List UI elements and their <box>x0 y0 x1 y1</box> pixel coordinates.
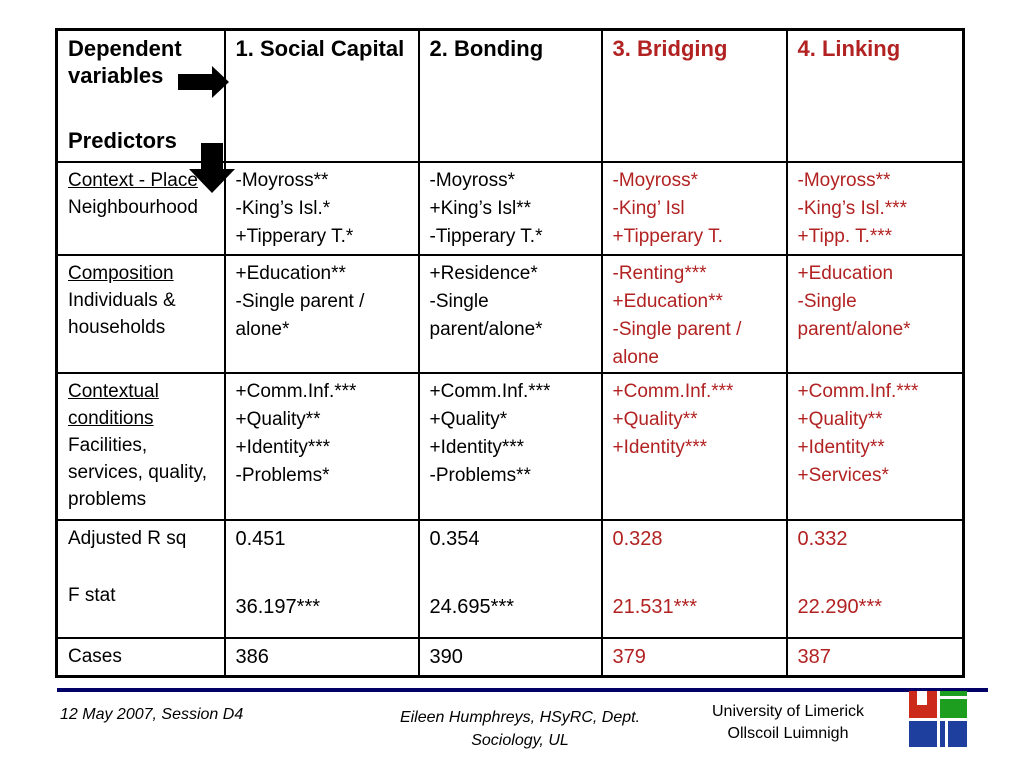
logo-blue-square <box>909 721 937 748</box>
row-label-line: Facilities, services, quality, problems <box>68 434 208 510</box>
cell-r5-c2 <box>419 638 602 677</box>
cell-r3-c4 <box>787 373 964 520</box>
cell-line: +Tipperary T.* <box>235 225 354 247</box>
footer-author-line1: Eileen Humphreys, HSyRC, Dept. <box>399 709 641 726</box>
cell-line: -Single parent / alone <box>612 318 742 368</box>
footer-university-text <box>693 701 883 745</box>
cell-line: 36.197*** <box>235 595 321 618</box>
cell-r2-c2 <box>419 255 602 373</box>
down-arrow-icon <box>189 143 235 193</box>
cell-line: 0.451 <box>235 527 286 550</box>
row-label-cases <box>57 638 225 677</box>
row-label-composition <box>57 255 225 373</box>
cell-line: 386 <box>235 645 269 668</box>
cell-line: 390 <box>429 645 463 668</box>
cell-line: +Quality** <box>235 408 321 430</box>
table-row <box>57 373 964 520</box>
cell-line: +Comm.Inf.*** <box>429 380 551 402</box>
cell-r4-c3 <box>602 520 787 638</box>
results-table <box>55 28 965 678</box>
cell-r5-c3 <box>602 638 787 677</box>
cell-line: 24.695*** <box>429 595 515 618</box>
cell-line: -Single parent/alone* <box>797 290 911 340</box>
cell-line: 0.328 <box>612 527 663 550</box>
row-label-line: Neighbourhood <box>68 196 198 218</box>
cell-line: -Problems* <box>235 464 330 486</box>
cell-line: -Moyross* <box>429 169 516 191</box>
column-header-2-bonding: 2. Bonding <box>419 30 602 162</box>
cell-line: +Tipp. T.*** <box>797 225 893 247</box>
cell-r1-c2 <box>419 162 602 255</box>
logo-u-notch <box>917 691 927 705</box>
logo-blue-stripe <box>945 721 948 748</box>
cell-line: 0.354 <box>429 527 480 550</box>
cell-line: -Renting*** <box>612 262 707 284</box>
cell-line: -Single parent/alone* <box>429 290 543 340</box>
row-label-line: Individuals & households <box>68 289 176 338</box>
cell-r4-c2 <box>419 520 602 638</box>
table-row <box>57 255 964 373</box>
footer-author-line2: Sociology, UL <box>471 732 569 749</box>
cell-r2-c4 <box>787 255 964 373</box>
cell-line: +Identity*** <box>429 436 525 458</box>
cell-line: -King’s Isl.*** <box>797 197 907 219</box>
cell-line: +Comm.Inf.*** <box>235 380 357 402</box>
cell-r2-c1 <box>225 255 419 373</box>
cell-r4-c1 <box>225 520 419 638</box>
cell-line: -Single parent / alone* <box>235 290 365 340</box>
cell-spacer <box>613 553 778 593</box>
logo-red-square <box>909 691 937 718</box>
footer-session-text: 12 May 2007, Session D4 <box>60 706 244 723</box>
right-arrow-shaft <box>178 74 212 90</box>
cell-line: -Tipperary T.* <box>429 225 543 247</box>
column-header-1-social-capital: 1. Social Capital <box>225 30 419 162</box>
column-header-4-linking: 4. Linking <box>787 30 964 162</box>
cell-spacer <box>798 553 955 593</box>
column-header-3-bridging: 3. Bridging <box>602 30 787 162</box>
cell-line: -Problems** <box>429 464 531 486</box>
cell-line: +Comm.Inf.*** <box>612 380 734 402</box>
cell-line: +King’s Isl** <box>429 197 532 219</box>
row-label-line: F stat <box>68 584 116 606</box>
cell-spacer <box>236 553 410 593</box>
cell-r1-c3 <box>602 162 787 255</box>
cell-line: 387 <box>797 645 831 668</box>
cell-line: +Quality** <box>612 408 698 430</box>
row-label-line: Cases <box>68 645 122 667</box>
logo-blue-square <box>940 721 968 748</box>
corner-title: Dependent variables <box>68 36 182 88</box>
cell-r5-c4 <box>787 638 964 677</box>
cell-line: -Moyross* <box>612 169 699 191</box>
cell-r5-c1 <box>225 638 419 677</box>
row-label-line: Contextual conditions <box>68 380 159 429</box>
footer-university-line2: Ollscoil Luimnigh <box>727 725 849 742</box>
cell-r3-c1 <box>225 373 419 520</box>
cell-r3-c2 <box>419 373 602 520</box>
cell-line: +Education** <box>612 290 723 312</box>
cell-line: +Quality** <box>797 408 883 430</box>
cell-line: 21.531*** <box>612 595 698 618</box>
cell-line: +Identity*** <box>235 436 331 458</box>
cell-line: 379 <box>612 645 646 668</box>
cell-spacer <box>430 553 593 593</box>
cell-r1-c4 <box>787 162 964 255</box>
table-row <box>57 520 964 638</box>
university-of-limerick-logo-icon <box>909 691 967 747</box>
row-label-line: Adjusted R sq <box>68 527 187 549</box>
cell-line: +Education <box>797 262 894 284</box>
footer-author-text <box>360 706 680 752</box>
cell-line: +Identity*** <box>612 436 708 458</box>
cell-line: 22.290*** <box>797 595 883 618</box>
cell-line: +Education** <box>235 262 346 284</box>
label-spacer <box>68 552 216 582</box>
cell-line: -King’s Isl.* <box>235 197 331 219</box>
cell-r4-c4 <box>787 520 964 638</box>
cell-line: -King’ Isl <box>612 197 685 219</box>
row-label-line: Context - Place <box>68 169 198 191</box>
logo-green-square <box>940 691 968 718</box>
cell-line: 0.332 <box>797 527 848 550</box>
row-label-contextual-conditions <box>57 373 225 520</box>
cell-line: +Services* <box>797 464 889 486</box>
footer-divider-line <box>57 688 988 692</box>
logo-green-stripe <box>940 696 968 699</box>
cell-line: +Comm.Inf.*** <box>797 380 919 402</box>
cell-line: -Moyross** <box>235 169 329 191</box>
cell-line: +Identity** <box>797 436 885 458</box>
cell-line: +Residence* <box>429 262 538 284</box>
row-label-adjusted-r-sq <box>57 520 225 638</box>
corner-subtitle: Predictors <box>68 128 177 153</box>
cell-r2-c3 <box>602 255 787 373</box>
cell-r3-c3 <box>602 373 787 520</box>
right-arrow-icon <box>178 66 230 98</box>
row-label-line: Composition <box>68 262 174 284</box>
cell-line: +Quality* <box>429 408 508 430</box>
down-arrow-shaft <box>201 143 223 169</box>
table-row <box>57 638 964 677</box>
right-arrow-head <box>212 66 229 98</box>
cell-line: +Tipperary T. <box>612 225 723 247</box>
cell-r1-c1 <box>225 162 419 255</box>
cell-line: -Moyross** <box>797 169 891 191</box>
footer-university-line1: University of Limerick <box>711 703 865 720</box>
down-arrow-head <box>189 169 235 193</box>
